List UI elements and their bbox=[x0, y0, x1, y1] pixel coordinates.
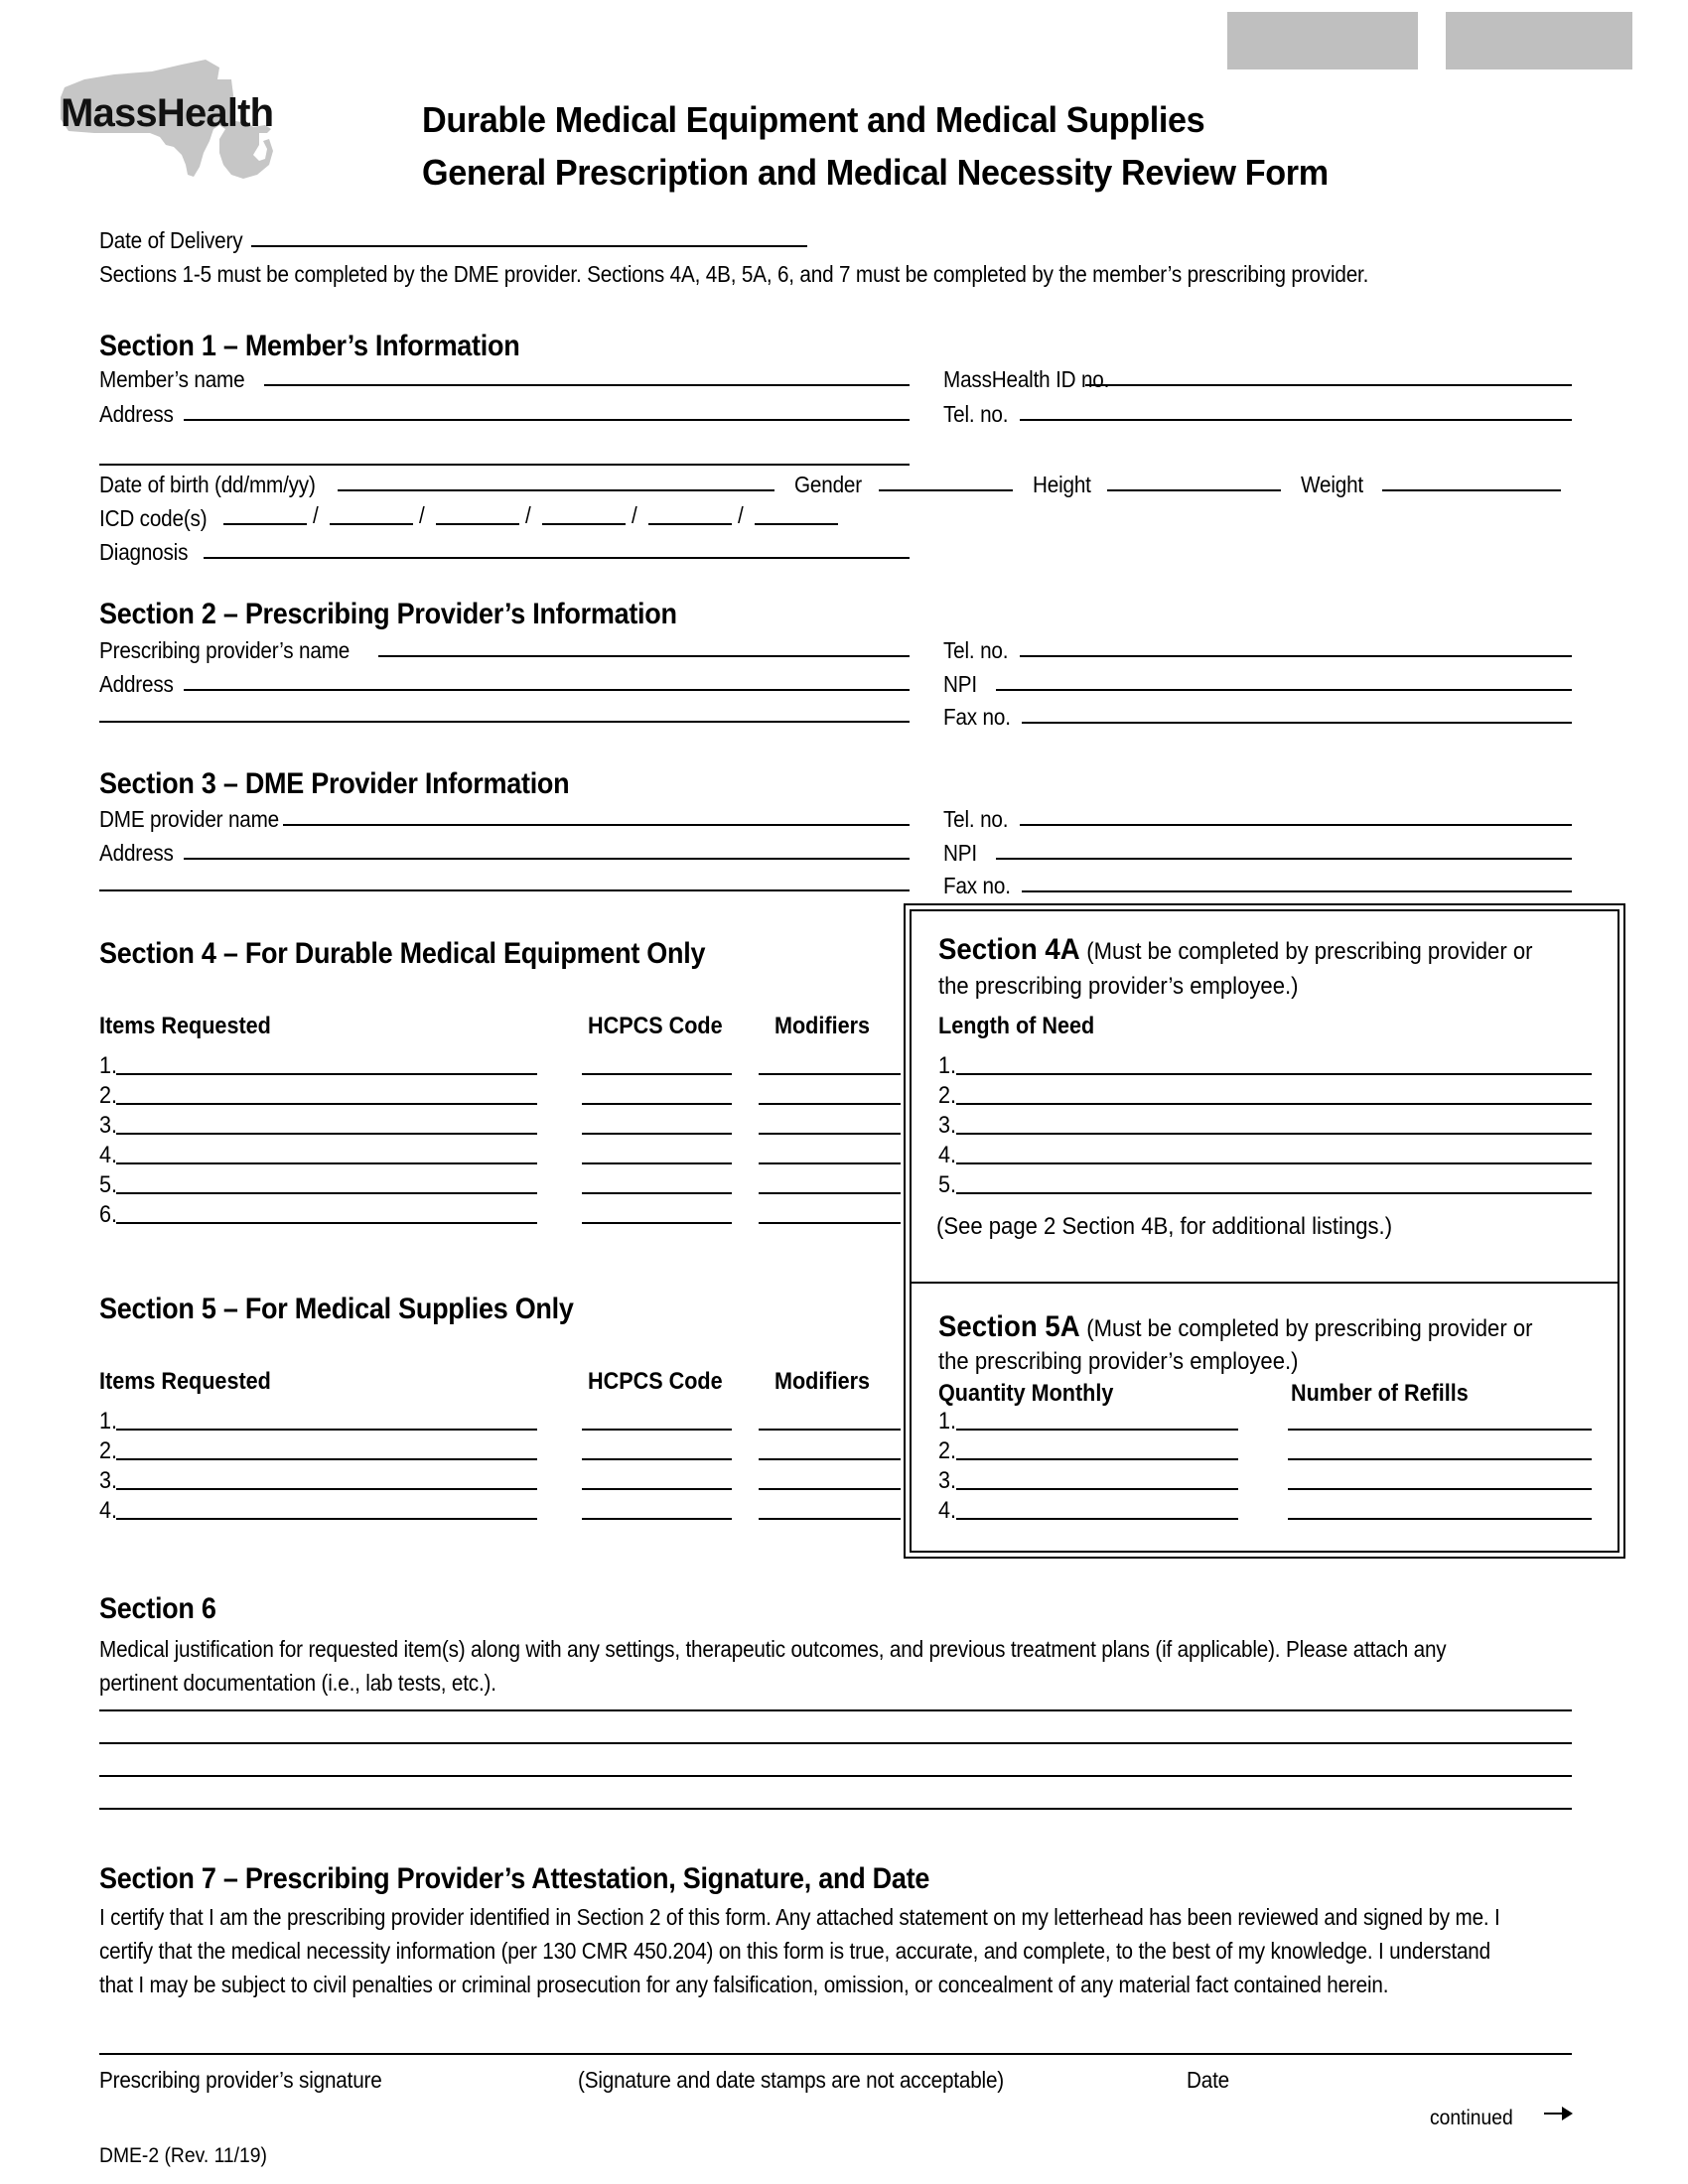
signature-line[interactable] bbox=[99, 2053, 1572, 2055]
section6-body-line1: Medical justification for requested item(s) along with any settings, therapeutic outcomes, and previous treatment plans (if applicable). Please attach any bbox=[99, 1636, 1447, 1662]
section5-col-modifiers: Modifiers bbox=[774, 1368, 871, 1395]
dme-provider-address-field-line1[interactable] bbox=[184, 858, 910, 860]
member-tel-label: Tel. no. bbox=[943, 401, 1009, 427]
section6-blank-line[interactable] bbox=[99, 1775, 1572, 1777]
section4-item-field[interactable] bbox=[116, 1133, 537, 1135]
section2-heading: Section 2 – Prescribing Provider’s Information bbox=[99, 598, 677, 630]
section5a-row-number: 1. bbox=[938, 1408, 957, 1434]
section4-row-number: 1. bbox=[99, 1052, 118, 1079]
section4a-heading-note: (Must be completed by prescribing provider or bbox=[1086, 938, 1533, 965]
member-name-field[interactable] bbox=[264, 384, 910, 386]
prescribing-provider-name-field[interactable] bbox=[378, 655, 910, 657]
masshealth-id-field[interactable] bbox=[1085, 384, 1572, 386]
section3-heading: Section 3 – DME Provider Information bbox=[99, 767, 570, 800]
section5a-heading-bold: Section 5A bbox=[938, 1310, 1079, 1343]
gray-box-right bbox=[1446, 12, 1632, 69]
section4a-length-field[interactable] bbox=[956, 1192, 1592, 1194]
gender-label: Gender bbox=[794, 472, 862, 497]
icd-codes-label: ICD code(s) bbox=[99, 505, 208, 531]
section1-heading: Section 1 – Member’s Information bbox=[99, 330, 520, 362]
section5-row-number: 4. bbox=[99, 1497, 118, 1524]
section5a-refills-field[interactable] bbox=[1288, 1518, 1592, 1520]
section5-item-field[interactable] bbox=[116, 1458, 537, 1460]
section5a-refills-field[interactable] bbox=[1288, 1429, 1592, 1431]
signature-stamp-note: (Signature and date stamps are not acceptable) bbox=[578, 2067, 1004, 2093]
instructions-text: Sections 1-5 must be completed by the DME provider. Sections 4A, 4B, 5A, 6, and 7 must be completed by the member’s prescribing provider. bbox=[99, 261, 1369, 287]
section5a-heading-note: (Must be completed by prescribing provider or bbox=[1086, 1315, 1533, 1342]
icd-separator-4: / bbox=[632, 502, 637, 528]
section4-modifier-field[interactable] bbox=[759, 1133, 901, 1135]
section5-modifier-field[interactable] bbox=[759, 1518, 901, 1520]
section5a-quantity-field[interactable] bbox=[956, 1518, 1238, 1520]
member-address-label: Address bbox=[99, 401, 174, 427]
section4a-footnote: (See page 2 Section 4B, for additional listings.) bbox=[936, 1213, 1393, 1240]
dme-provider-tel-field[interactable] bbox=[1020, 824, 1572, 826]
section4-hcpcs-field[interactable] bbox=[582, 1103, 732, 1105]
section4a-heading-note-line2: the prescribing provider’s employee.) bbox=[938, 973, 1299, 1000]
section4-item-field[interactable] bbox=[116, 1222, 537, 1224]
prescribing-provider-name-label: Prescribing provider’s name bbox=[99, 637, 351, 663]
section4-row-number: 4. bbox=[99, 1142, 118, 1168]
section5a-refills-field[interactable] bbox=[1288, 1458, 1592, 1460]
dme-provider-npi-field[interactable] bbox=[996, 858, 1572, 860]
icd-code-field-3[interactable] bbox=[436, 523, 519, 525]
prescribing-provider-fax-label: Fax no. bbox=[943, 704, 1011, 730]
section5-hcpcs-field[interactable] bbox=[582, 1488, 732, 1490]
section4-col-modifiers: Modifiers bbox=[774, 1013, 871, 1039]
section4a-heading bbox=[938, 933, 1532, 967]
page-title-line2: General Prescription and Medical Necessity Review Form bbox=[422, 152, 1329, 193]
section5-modifier-field[interactable] bbox=[759, 1458, 901, 1460]
section6-blank-line[interactable] bbox=[99, 1709, 1572, 1711]
prescribing-provider-npi-label: NPI bbox=[943, 671, 977, 697]
section5-row-number: 1. bbox=[99, 1408, 118, 1434]
section5-item-field[interactable] bbox=[116, 1429, 537, 1431]
section4-row-number: 5. bbox=[99, 1171, 118, 1198]
dme-provider-tel-label: Tel. no. bbox=[943, 806, 1009, 832]
section7-body-line3: that I may be subject to civil penalties or criminal prosecution for any falsification, omission, or concealment of any material fact contained herein. bbox=[99, 1972, 1389, 1997]
section4-modifier-field[interactable] bbox=[759, 1162, 901, 1164]
section5-item-field[interactable] bbox=[116, 1488, 537, 1490]
section6-body-line2: pertinent documentation (i.e., lab tests, etc.). bbox=[99, 1670, 496, 1696]
section5a-row-number: 3. bbox=[938, 1467, 957, 1494]
section5a-row-number: 4. bbox=[938, 1497, 957, 1524]
section5-row-number: 2. bbox=[99, 1437, 118, 1464]
section5-hcpcs-field[interactable] bbox=[582, 1429, 732, 1431]
section5-heading: Section 5 – For Medical Supplies Only bbox=[99, 1293, 574, 1325]
icd-code-field-6[interactable] bbox=[755, 523, 838, 525]
section4a-length-field[interactable] bbox=[956, 1162, 1592, 1164]
section6-blank-line[interactable] bbox=[99, 1808, 1572, 1810]
section5a-col-number-of-refills: Number of Refills bbox=[1291, 1380, 1469, 1407]
section4-hcpcs-field[interactable] bbox=[582, 1222, 732, 1224]
section5-hcpcs-field[interactable] bbox=[582, 1518, 732, 1520]
section5a-row-number: 2. bbox=[938, 1437, 957, 1464]
icd-code-field-5[interactable] bbox=[648, 523, 732, 525]
icd-code-field-4[interactable] bbox=[542, 523, 626, 525]
icd-separator-5: / bbox=[738, 502, 744, 528]
dme-provider-fax-label: Fax no. bbox=[943, 873, 1011, 898]
section4-modifier-field[interactable] bbox=[759, 1073, 901, 1075]
icd-code-field-1[interactable] bbox=[223, 523, 307, 525]
logo-text: MassHealth bbox=[61, 91, 274, 135]
prescribing-provider-address-label: Address bbox=[99, 671, 174, 697]
page-title-line1: Durable Medical Equipment and Medical Supplies bbox=[422, 99, 1205, 140]
continued-arrow-icon bbox=[1544, 2103, 1574, 2124]
section4-modifier-field[interactable] bbox=[759, 1192, 901, 1194]
prescribing-provider-tel-field[interactable] bbox=[1020, 655, 1572, 657]
section4-hcpcs-field[interactable] bbox=[582, 1192, 732, 1194]
prescribing-provider-tel-label: Tel. no. bbox=[943, 637, 1009, 663]
section4a-length-field[interactable] bbox=[956, 1073, 1592, 1075]
member-name-label: Member’s name bbox=[99, 366, 245, 392]
section4-col-items: Items Requested bbox=[99, 1013, 271, 1039]
section4-heading: Section 4 – For Durable Medical Equipment Only bbox=[99, 937, 706, 970]
section5a-heading bbox=[938, 1310, 1532, 1344]
date-label: Date bbox=[1187, 2067, 1230, 2093]
section5a-quantity-field[interactable] bbox=[956, 1429, 1238, 1431]
section6-blank-line[interactable] bbox=[99, 1742, 1572, 1744]
prescribing-provider-address-field-line2[interactable] bbox=[99, 721, 910, 723]
dme-provider-name-field[interactable] bbox=[283, 824, 910, 826]
section4-item-field[interactable] bbox=[116, 1103, 537, 1105]
section4-item-field[interactable] bbox=[116, 1162, 537, 1164]
section4a-row-number: 3. bbox=[938, 1112, 957, 1139]
section5-hcpcs-field[interactable] bbox=[582, 1458, 732, 1460]
member-tel-field[interactable] bbox=[1020, 419, 1572, 421]
section7-heading: Section 7 – Prescribing Provider’s Attestation, Signature, and Date bbox=[99, 1862, 930, 1895]
section5-col-hcpcs: HCPCS Code bbox=[588, 1368, 723, 1395]
section5-col-items: Items Requested bbox=[99, 1368, 271, 1395]
section6-heading: Section 6 bbox=[99, 1592, 216, 1625]
gender-field[interactable] bbox=[879, 489, 1013, 491]
section4a-length-field[interactable] bbox=[956, 1133, 1592, 1135]
section5a-quantity-field[interactable] bbox=[956, 1488, 1238, 1490]
section4a-row-number: 4. bbox=[938, 1142, 957, 1168]
section7-body-line2: certify that the medical necessity information (per 130 CMR 450.204) on this form is true, accurate, and complete, to the best of my knowledge. I understand bbox=[99, 1938, 1490, 1964]
dme-provider-address-label: Address bbox=[99, 840, 174, 866]
section4-row-number: 3. bbox=[99, 1112, 118, 1139]
section4-row-number: 6. bbox=[99, 1201, 118, 1228]
dme-provider-address-field-line2[interactable] bbox=[99, 889, 910, 891]
dme-provider-fax-field[interactable] bbox=[1022, 890, 1572, 892]
dme-provider-npi-label: NPI bbox=[943, 840, 977, 866]
section4-hcpcs-field[interactable] bbox=[582, 1162, 732, 1164]
section4-modifier-field[interactable] bbox=[759, 1222, 901, 1224]
date-of-delivery-field[interactable] bbox=[251, 245, 807, 247]
section4-modifier-field[interactable] bbox=[759, 1103, 901, 1105]
dme-provider-name-label: DME provider name bbox=[99, 806, 280, 832]
diagnosis-field[interactable] bbox=[204, 557, 910, 559]
weight-label: Weight bbox=[1301, 472, 1363, 497]
masshealth-logo bbox=[55, 50, 313, 184]
icd-separator-1: / bbox=[313, 502, 319, 528]
icd-separator-2: / bbox=[419, 502, 425, 528]
section5a-col-quantity-monthly: Quantity Monthly bbox=[938, 1380, 1114, 1407]
diagnosis-label: Diagnosis bbox=[99, 539, 189, 565]
date-of-delivery-label: Date of Delivery bbox=[99, 227, 243, 253]
prescribing-provider-address-field-line1[interactable] bbox=[184, 689, 910, 691]
icd-separator-3: / bbox=[525, 502, 531, 528]
section5a-refills-field[interactable] bbox=[1288, 1488, 1592, 1490]
section5-modifier-field[interactable] bbox=[759, 1429, 901, 1431]
continued-label: continued bbox=[1430, 2107, 1513, 2129]
section5-modifier-field[interactable] bbox=[759, 1488, 901, 1490]
icd-code-field-2[interactable] bbox=[330, 523, 413, 525]
member-address-field-line1[interactable] bbox=[184, 419, 910, 421]
section4-hcpcs-field[interactable] bbox=[582, 1073, 732, 1075]
section4a-row-number: 1. bbox=[938, 1052, 957, 1079]
prescribing-provider-npi-field[interactable] bbox=[996, 689, 1572, 691]
date-of-birth-field[interactable] bbox=[338, 489, 774, 491]
section4a-length-field[interactable] bbox=[956, 1103, 1592, 1105]
section7-body-line1: I certify that I am the prescribing provider identified in Section 2 of this form. Any attached statement on my letterhead has been reviewed and signed by me. I bbox=[99, 1904, 1500, 1930]
section4-col-hcpcs: HCPCS Code bbox=[588, 1013, 723, 1039]
section4-item-field[interactable] bbox=[116, 1192, 537, 1194]
masshealth-id-label: MassHealth ID no. bbox=[943, 366, 1110, 392]
section5-row-number: 3. bbox=[99, 1467, 118, 1494]
section5a-quantity-field[interactable] bbox=[956, 1458, 1238, 1460]
section5-item-field[interactable] bbox=[116, 1518, 537, 1520]
weight-field[interactable] bbox=[1382, 489, 1561, 491]
section4a-row-number: 2. bbox=[938, 1082, 957, 1109]
section-4a-5a-divider bbox=[910, 1282, 1619, 1284]
height-field[interactable] bbox=[1107, 489, 1281, 491]
section4a-col-length-of-need: Length of Need bbox=[938, 1013, 1095, 1039]
section4-item-field[interactable] bbox=[116, 1073, 537, 1075]
gray-box-left bbox=[1227, 12, 1418, 69]
prescribing-provider-fax-field[interactable] bbox=[1022, 722, 1572, 724]
section4a-row-number: 5. bbox=[938, 1171, 957, 1198]
section4-hcpcs-field[interactable] bbox=[582, 1133, 732, 1135]
height-label: Height bbox=[1033, 472, 1091, 497]
signature-label: Prescribing provider’s signature bbox=[99, 2067, 382, 2093]
member-address-field-line2[interactable] bbox=[99, 464, 910, 466]
date-of-birth-label: Date of birth (dd/mm/yy) bbox=[99, 472, 316, 497]
section4-row-number: 2. bbox=[99, 1082, 118, 1109]
section4a-heading-bold: Section 4A bbox=[938, 933, 1079, 966]
form-id-label: DME-2 (Rev. 11/19) bbox=[99, 2144, 267, 2167]
section5a-heading-note-line2: the prescribing provider’s employee.) bbox=[938, 1348, 1299, 1375]
